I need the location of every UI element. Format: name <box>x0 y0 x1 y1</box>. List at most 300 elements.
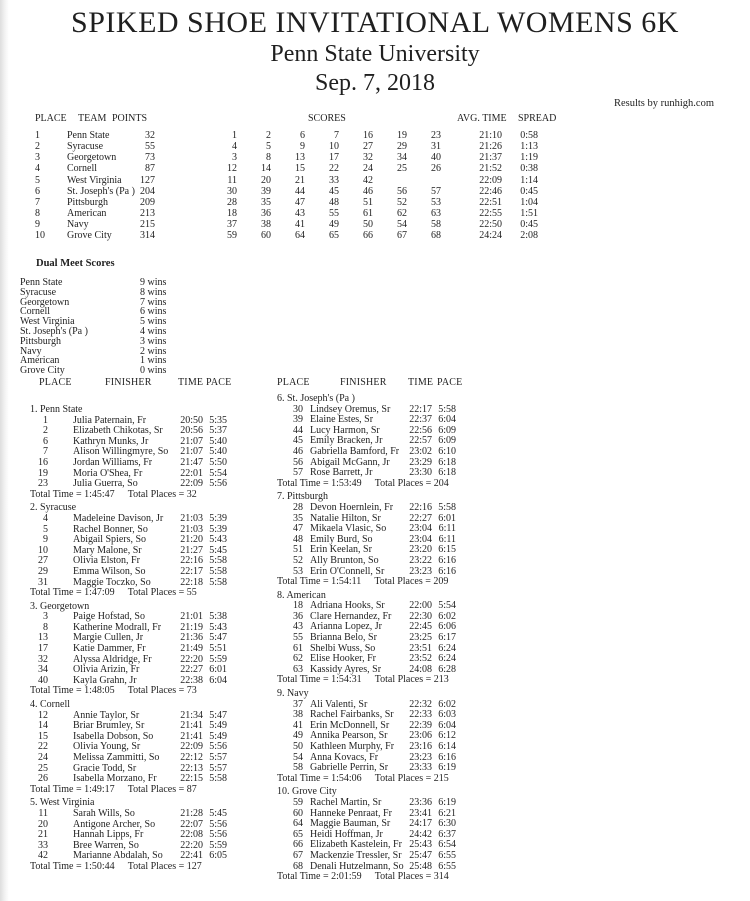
team-score: 20 <box>261 174 271 186</box>
dual-team-wins: 6 wins <box>140 306 167 318</box>
runner-pace: 5:45 <box>209 807 227 819</box>
team-row <box>33 219 595 230</box>
runner-row <box>30 458 255 469</box>
runner-place: 53 <box>293 565 303 577</box>
team-score: 7 <box>334 130 339 141</box>
team-name: Pittsburgh <box>67 196 108 208</box>
runner-name: Annika Pearson, Sr <box>310 730 388 742</box>
team-place: 8 <box>35 207 40 219</box>
team-score: 49 <box>329 219 339 231</box>
team-score: 47 <box>295 196 305 208</box>
runner-place: 37 <box>293 698 303 710</box>
team-result-section <box>30 700 255 795</box>
runner-place: 1 <box>43 414 48 426</box>
team-avg-time: 21:10 <box>479 130 502 141</box>
runner-time: 22:00 <box>409 600 432 612</box>
runner-time: 22:56 <box>409 424 432 436</box>
runner-pace: 5:45 <box>209 544 227 556</box>
section-totals <box>277 774 482 785</box>
runner-pace: 5:56 <box>209 741 227 753</box>
runner-pace: 5:57 <box>209 762 227 774</box>
runner-place: 65 <box>293 828 303 840</box>
runner-pace: 5:39 <box>209 512 227 524</box>
page-title: SPIKED SHOE INVITATIONAL WOMENS 6K <box>71 6 679 39</box>
runner-place: 60 <box>293 807 303 819</box>
runner-time: 23:33 <box>409 762 432 774</box>
runner-row <box>277 851 482 862</box>
runner-name: Olivia Arizin, Fr <box>73 664 140 676</box>
runner-name: Ali Valenti, Sr <box>310 698 368 710</box>
col-header-place: PLACE <box>35 113 67 124</box>
runner-time: 22:17 <box>409 403 432 415</box>
team-points: 32 <box>145 130 155 141</box>
runner-name: Elaine Estes, Sr <box>310 414 374 426</box>
team-row <box>33 152 595 163</box>
runner-place: 44 <box>293 424 303 436</box>
runner-place: 42 <box>38 850 48 862</box>
runner-name: Elise Hooker, Fr <box>310 653 376 665</box>
team-score: 36 <box>261 207 271 219</box>
team-score: 35 <box>261 196 271 208</box>
team-score: 64 <box>295 230 305 242</box>
runner-name: Annie Taylor, Sr <box>73 709 140 721</box>
runner-place: 43 <box>293 621 303 633</box>
runner-pace: 6:04 <box>438 719 456 731</box>
team-score: 34 <box>397 152 407 164</box>
section-runners <box>30 711 255 785</box>
runner-name: Kassidy Ayres, Sr <box>310 663 382 675</box>
team-name: Syracuse <box>67 141 104 153</box>
left-header-place: PLACE <box>39 377 72 388</box>
runner-time: 22:01 <box>180 467 203 479</box>
runner-pace: 6:54 <box>438 839 456 851</box>
runner-pace: 6:55 <box>438 860 456 872</box>
team-points: 73 <box>145 152 155 164</box>
runner-pace: 6:24 <box>438 653 456 665</box>
team-avg-time: 22:09 <box>479 174 502 186</box>
runner-name: Kathleen Murphy, Fr <box>310 741 395 752</box>
runner-name: Emily Burd, So <box>310 533 373 545</box>
runner-time: 22:38 <box>180 674 203 686</box>
team-scores-table <box>33 113 595 241</box>
runner-time: 23:23 <box>409 565 432 577</box>
dual-team-name: Cornell <box>20 306 50 318</box>
runner-time: 23:41 <box>409 807 432 819</box>
runner-place: 58 <box>293 762 303 774</box>
team-score: 44 <box>295 185 305 197</box>
team-row <box>33 186 595 197</box>
team-avg-time: 24:24 <box>479 230 502 242</box>
team-score: 48 <box>329 196 339 208</box>
runner-place: 66 <box>293 839 303 851</box>
team-score: 23 <box>431 130 441 141</box>
runner-pace: 5:51 <box>209 643 227 655</box>
runner-row <box>277 798 482 809</box>
team-points: 213 <box>140 207 155 219</box>
runner-time: 23:51 <box>409 642 432 654</box>
section-title: 5. West Virginia <box>30 797 95 809</box>
runner-time: 21:28 <box>180 807 203 819</box>
dual-meet-rows <box>20 278 240 376</box>
runner-place: 22 <box>38 741 48 753</box>
team-name: American <box>67 207 107 219</box>
section-totals <box>277 675 482 686</box>
runner-place: 59 <box>293 796 303 808</box>
runner-time: 24:08 <box>409 663 432 675</box>
runner-row <box>30 567 255 578</box>
team-score: 27 <box>363 141 373 153</box>
section-totals <box>30 490 255 501</box>
team-score: 60 <box>261 230 271 242</box>
runner-pace: 5:59 <box>209 839 227 851</box>
right-header-finisher: FINISHER <box>340 377 387 388</box>
runner-name: Devon Hoernlein, Fr <box>310 501 394 513</box>
runner-pace: 6:17 <box>438 632 456 644</box>
runner-name: Elizabeth Chikotas, Sr <box>73 425 163 437</box>
runner-name: Hannah Lipps, Fr <box>73 829 144 841</box>
runner-pace: 6:03 <box>438 709 456 721</box>
runner-place: 40 <box>38 674 48 686</box>
runner-place: 10 <box>38 544 48 556</box>
team-score: 18 <box>227 207 237 219</box>
team-name: Grove City <box>67 230 112 242</box>
runner-pace: 6:18 <box>438 467 456 479</box>
runner-time: 23:52 <box>409 653 432 665</box>
team-name: Navy <box>67 219 89 231</box>
runner-row <box>30 809 255 820</box>
section-title: 10. Grove City <box>277 786 337 798</box>
team-avg-time: 21:52 <box>479 163 502 175</box>
runner-time: 22:27 <box>409 512 432 524</box>
right-header-time: TIME <box>408 377 434 388</box>
runner-name: Melissa Zammitti, So <box>73 752 160 763</box>
runner-pace: 6:19 <box>438 796 456 808</box>
runner-place: 28 <box>293 501 303 513</box>
runner-pace: 6:02 <box>438 610 456 622</box>
runner-time: 24:17 <box>409 818 432 830</box>
runner-pace: 6:16 <box>438 751 456 763</box>
runner-place: 62 <box>293 653 303 665</box>
runner-pace: 5:50 <box>209 456 227 468</box>
runner-place: 68 <box>293 860 303 872</box>
team-score: 9 <box>300 141 305 153</box>
runner-time: 22:16 <box>409 501 432 513</box>
team-score: 22 <box>329 163 339 175</box>
runner-time: 22:12 <box>180 752 203 763</box>
team-avg-time: 22:51 <box>479 196 502 208</box>
runner-row <box>277 447 482 458</box>
section-runners <box>30 612 255 686</box>
runner-pace: 5:39 <box>209 523 227 535</box>
total-places: Total Places = 215 <box>374 772 449 784</box>
dual-team-name: Grove City <box>20 365 65 377</box>
runner-name: Denali Hutzelmann, So <box>310 860 404 872</box>
runner-place: 7 <box>43 446 48 458</box>
team-spread: 1:14 <box>520 174 538 186</box>
section-runners <box>277 601 482 675</box>
dual-team-wins: 5 wins <box>140 316 167 328</box>
team-score: 16 <box>363 130 373 141</box>
team-name: West Virginia <box>67 174 122 186</box>
runner-time: 22:17 <box>180 565 203 577</box>
runner-name: Natalie Hilton, Sr <box>310 512 381 524</box>
team-score: 46 <box>363 185 373 197</box>
team-spread: 0:58 <box>520 130 538 141</box>
total-time: Total Time = 2:01:59 <box>277 871 362 883</box>
col-header-spread: SPREAD <box>518 113 557 124</box>
team-score: 8 <box>266 152 271 164</box>
dual-team-name: Syracuse <box>20 286 57 298</box>
runner-place: 45 <box>293 435 303 447</box>
team-score: 41 <box>295 219 305 231</box>
total-places: Total Places = 213 <box>374 674 449 686</box>
runner-pace: 5:47 <box>209 709 227 721</box>
runner-place: 21 <box>38 829 48 841</box>
runner-time: 21:36 <box>180 632 203 644</box>
team-score: 4 <box>232 141 237 153</box>
runner-name: Rachel Fairbanks, Sr <box>310 709 394 721</box>
team-rows <box>33 130 595 241</box>
team-score: 29 <box>397 141 407 153</box>
runner-name: Moria O'Shea, Fr <box>73 467 143 479</box>
runner-name: Shelbi Wuss, So <box>310 642 376 654</box>
team-row <box>33 230 595 241</box>
dual-team-name: American <box>20 355 60 367</box>
team-score: 56 <box>397 185 407 197</box>
section-totals <box>277 479 482 490</box>
runner-pace: 6:19 <box>438 762 456 774</box>
team-score <box>407 175 441 186</box>
runner-place: 57 <box>293 467 303 479</box>
team-row <box>33 175 595 186</box>
section-totals <box>30 862 255 873</box>
runner-place: 13 <box>38 632 48 644</box>
runner-pace: 6:28 <box>438 663 456 675</box>
runner-time: 22:45 <box>409 621 432 633</box>
runner-place: 9 <box>43 534 48 546</box>
runner-place: 47 <box>293 523 303 535</box>
runner-pace: 6:15 <box>438 544 456 556</box>
runner-time: 23:30 <box>409 467 432 479</box>
runner-pace: 6:18 <box>438 456 456 468</box>
runner-pace: 5:40 <box>209 446 227 458</box>
scan-edge-artifact <box>0 0 9 901</box>
runner-pace: 5:40 <box>209 435 227 447</box>
team-avg-time: 22:50 <box>479 219 502 231</box>
runner-place: 20 <box>38 818 48 830</box>
runner-name: Erin Keelan, Sr <box>310 544 372 556</box>
runner-name: Katherine Modrall, Fr <box>73 621 162 633</box>
team-score: 6 <box>300 130 305 141</box>
runner-place: 67 <box>293 849 303 861</box>
dual-meet-row <box>20 337 240 347</box>
runner-pace: 5:59 <box>209 653 227 665</box>
team-score: 11 <box>227 174 237 186</box>
runner-time: 22:20 <box>180 653 203 665</box>
section-title: 3. Georgetown <box>30 600 90 612</box>
runner-place: 30 <box>293 403 303 415</box>
runner-pace: 5:58 <box>209 576 227 588</box>
section-totals <box>30 588 255 599</box>
runner-pace: 5:49 <box>209 720 227 732</box>
runner-place: 35 <box>293 512 303 524</box>
team-points: 127 <box>140 174 155 186</box>
runner-name: Rose Barrett, Jr <box>310 467 373 479</box>
runner-name: Lucy Harmon, Sr <box>310 424 380 436</box>
team-result-section <box>30 405 255 500</box>
team-points: 314 <box>140 230 155 242</box>
runner-name: Katie Dammer, Fr <box>73 643 146 655</box>
section-title: 6. St. Joseph's (Pa ) <box>277 393 355 404</box>
runner-time: 21:03 <box>180 512 203 524</box>
col-header-avg-time: AVG. TIME <box>457 113 507 124</box>
runner-pace: 5:58 <box>209 565 227 577</box>
runner-place: 19 <box>38 467 48 479</box>
runner-pace: 5:43 <box>209 534 227 546</box>
runner-name: Kathryn Munks, Jr <box>73 435 149 447</box>
team-score: 63 <box>431 207 441 219</box>
section-totals <box>30 785 255 796</box>
team-points: 55 <box>145 141 155 153</box>
runner-pace: 5:57 <box>209 752 227 763</box>
section-title: 1. Penn State <box>30 404 83 415</box>
runner-place: 23 <box>38 478 48 490</box>
results-right-column <box>277 394 482 886</box>
runner-place: 61 <box>293 642 303 654</box>
section-title: 7. Pittsburgh <box>277 491 328 503</box>
runner-time: 23:16 <box>409 741 432 752</box>
runner-time: 23:06 <box>409 730 432 742</box>
team-score: 30 <box>227 185 237 197</box>
team-points: 204 <box>140 185 155 197</box>
team-score: 43 <box>295 207 305 219</box>
dual-team-name: Georgetown <box>20 296 70 308</box>
runner-time: 21:19 <box>180 621 203 633</box>
runner-pace: 6:04 <box>438 414 456 426</box>
runner-pace: 5:58 <box>209 555 227 567</box>
team-score: 31 <box>431 141 441 153</box>
section-runners <box>30 809 255 862</box>
team-score: 37 <box>227 219 237 231</box>
total-places: Total Places = 55 <box>127 587 197 599</box>
runner-name: Julia Paternain, Fr <box>73 414 147 426</box>
runner-time: 22:18 <box>180 576 203 588</box>
runner-name: Elizabeth Kastelein, Fr <box>310 839 402 851</box>
runner-time: 22:41 <box>180 850 203 862</box>
results-credit: Results by runhigh.com <box>613 98 714 109</box>
team-score: 38 <box>261 219 271 231</box>
runner-time: 22:09 <box>180 478 203 490</box>
runner-place: 17 <box>38 643 48 655</box>
runner-time: 22:33 <box>409 709 432 721</box>
section-runners <box>277 503 482 577</box>
section-totals <box>277 577 482 588</box>
team-result-section <box>277 394 482 489</box>
runner-pace: 6:37 <box>438 828 456 840</box>
runner-name: Erin McDonnell, Sr <box>310 719 390 731</box>
runner-name: Jordan Williams, Fr <box>73 456 153 468</box>
runner-name: Maggie Bauman, Sr <box>310 818 391 830</box>
team-score: 62 <box>397 207 407 219</box>
runner-place: 24 <box>38 752 48 763</box>
team-score: 65 <box>329 230 339 242</box>
runner-name: Emma Wilson, So <box>73 565 146 577</box>
runner-name: Margie Cullen, Jr <box>73 632 144 644</box>
dual-team-name: Navy <box>20 345 42 357</box>
runner-time: 22:37 <box>409 414 432 426</box>
team-score: 2 <box>266 130 271 141</box>
runner-place: 56 <box>293 456 303 468</box>
runner-name: Antigone Archer, So <box>73 818 156 830</box>
total-places: Total Places = 209 <box>374 576 449 588</box>
runner-name: Mikaela Vlasic, So <box>310 523 387 535</box>
runner-time: 22:08 <box>180 829 203 841</box>
runner-time: 23:22 <box>409 554 432 566</box>
runner-time: 21:03 <box>180 523 203 535</box>
runner-pace: 5:56 <box>209 829 227 841</box>
team-place: 7 <box>35 196 40 208</box>
runner-pace: 5:56 <box>209 818 227 830</box>
section-title: 4. Cornell <box>30 699 70 711</box>
dual-team-name: Penn State <box>20 277 63 288</box>
runner-name: Erin O'Connell, Sr <box>310 565 385 577</box>
team-avg-time: 21:26 <box>479 141 502 153</box>
venue: Penn State University <box>270 41 480 67</box>
section-runners <box>277 798 482 872</box>
dual-meet-title: Dual Meet Scores <box>36 258 115 269</box>
runner-time: 23:02 <box>409 445 432 457</box>
section-title: 2. Syracuse <box>30 502 77 514</box>
runner-time: 22:13 <box>180 762 203 774</box>
team-score: 24 <box>363 163 373 175</box>
runner-name: Marianne Abdalah, So <box>73 850 163 862</box>
col-header-team: TEAM <box>78 113 107 124</box>
dual-team-wins: 8 wins <box>140 286 167 298</box>
total-time: Total Time = 1:47:09 <box>30 587 115 599</box>
runner-time: 22:16 <box>180 555 203 567</box>
team-score: 32 <box>363 152 373 164</box>
runner-time: 25:43 <box>409 839 432 851</box>
section-totals <box>30 686 255 697</box>
team-score: 33 <box>329 174 339 186</box>
runner-name: Olivia Young, Sr <box>73 741 141 753</box>
runner-pace: 6:10 <box>438 445 456 457</box>
team-score: 17 <box>329 152 339 164</box>
runner-time: 22:15 <box>180 773 203 785</box>
runner-time: 21:34 <box>180 709 203 721</box>
runner-time: 23:20 <box>409 544 432 556</box>
team-score: 50 <box>363 219 373 231</box>
runner-pace: 6:21 <box>438 807 456 819</box>
team-points: 215 <box>140 219 155 231</box>
runner-name: Abigail McGann, Jr <box>310 456 390 468</box>
total-places: Total Places = 204 <box>374 477 449 489</box>
runner-name: Rachel Bonner, So <box>73 523 148 535</box>
runner-name: Lindsey Oremus, Sr <box>310 403 391 415</box>
team-score: 61 <box>363 207 373 219</box>
team-place: 2 <box>35 141 40 153</box>
dual-team-wins: 9 wins <box>140 277 167 288</box>
total-places: Total Places = 73 <box>127 685 197 697</box>
runner-pace: 5:38 <box>209 611 227 623</box>
runner-row <box>277 742 482 753</box>
runner-time: 22:32 <box>409 698 432 710</box>
runner-pace: 6:09 <box>438 424 456 436</box>
runner-place: 12 <box>38 709 48 721</box>
section-runners <box>30 416 255 490</box>
runner-pace: 6:02 <box>438 698 456 710</box>
runner-name: Sarah Wills, So <box>73 807 135 819</box>
